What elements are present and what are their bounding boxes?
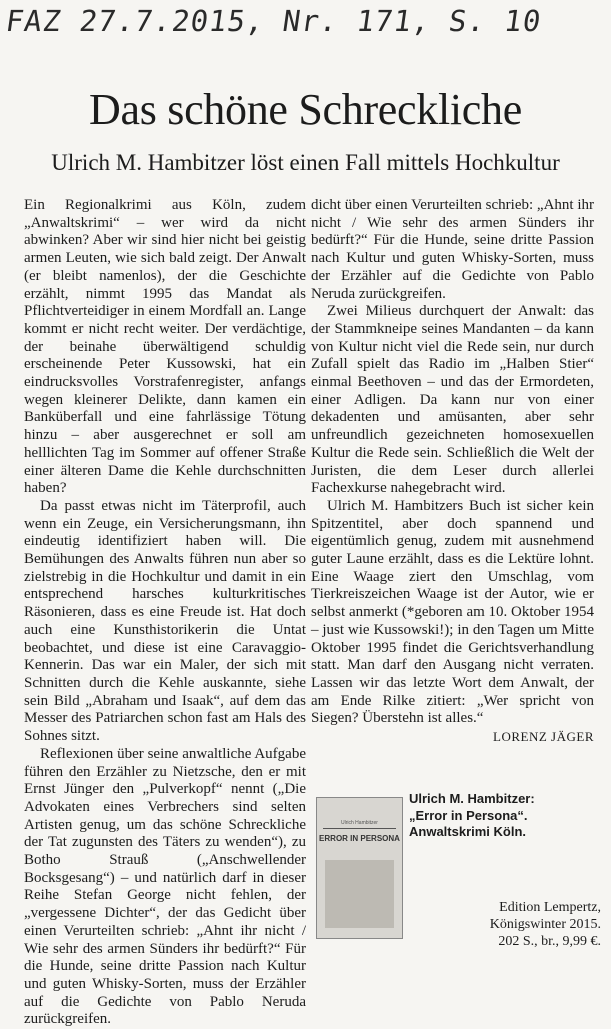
publication-info — [421, 899, 601, 950]
book-author: Ulrich M. Hambitzer: — [409, 791, 535, 806]
book-info-box — [311, 787, 601, 952]
paragraph-3-continued: dicht über einen Verurteilten schrieb: „Ahnt ihr nicht / Wie sehr des armen Sünders ihr bedürft?“ Für die Hunde, seine dritte Passion nach Kultur und guten Whisky-Sorten, muss der Erzähler auf die Gedichte von Pablo Neruda zurückgreifen. — [311, 197, 594, 302]
publisher: Edition Lempertz, — [499, 900, 601, 915]
article-author: LORENZ JÄGER — [493, 729, 594, 745]
paragraph-4: Zwei Milieus durchquert der Anwalt: das der Stammkneipe seines Mandanten – da kann von Kultur nicht viel die Rede sein, nur durch Zufall spielt das Radio im „Halben Stier“ einmal Beethoven – und das der Ermordeten, einer Adligen. Da kann nur von einer dekadenten und amüsanten, aber sehr unfreundlich gezeichneten homosexuellen Kultur die Rede sein. Schließlich die Welt der Juristen, die dem Leser durch allerlei Fachexkurse nahegebracht wird. — [311, 303, 594, 497]
article-subtitle: Ulrich M. Hambitzer löst einen Fall mittels Hochkultur — [51, 150, 560, 175]
cover-title: ERROR IN PERSONA — [319, 834, 400, 843]
paragraph-3: Reflexionen über seine anwaltliche Aufgabe führen den Erzähler zu Nietzsche, den er mit Ernst Jünger den „Pulverkopf“ nennt („Die Advokaten eines Verbrechers sind selten Artisten genug, um das schöne Schreckliche der Tat zugunsten des Täters zu wenden“), zu Botho Strauß („Anschwellender Bocksgesang“) – und natürlich darf in dieser Reihe Stefan George nicht fehlen, der „vergessene Dichter“, der das Gedicht über einen Verurteilten schrieb: „Ahnt ihr nicht / Wie sehr des armen Sünders ihr bedürft?“ Für die Hunde, seine dritte Passion nach Kultur und guten Whisky-Sorten, muss der Erzähler auf die Gedichte von Pablo Neruda zurückgreifen. — [24, 745, 306, 1028]
paragraph-5 — [311, 497, 594, 745]
article-title: Das schöne Schreckliche — [89, 85, 522, 134]
cover-illustration — [325, 860, 394, 928]
paragraph-1: Ein Regionalkrimi aus Köln, zudem „Anwaltskrimi“ – wer wird da nicht abwinken? Aber wir sind hier nicht bei geistig armen Leuten, wie sich bald zeigt. Der Anwalt (er bleibt namenlos), der die Geschichte erzählt, nimmt 1995 das Mandat als Pflichtverteidiger in einem Mordfall an. Lange kommt er nicht recht weiter. Der verdächtige, der beinahe überwältigend schuldig erscheinende Peter Kussowski, hat ein eindrucksvolles Vorstrafenregister, anfangs wegen kleinerer Delikte, dann kamen ein Banküberfall und eine fahrlässige Tötung hinzu – aber ausgerechnet er soll am helllichten Tag im Sommer auf offener Straße einer älteren Dame die Kehle durchschnitten haben? — [24, 197, 306, 497]
paragraph-2: Da passt etwas nicht im Täterprofil, auch wenn ein Zeuge, ein Versicherungsmann, ihn eindeutig identifiziert haben will. Die Bemühungen des Anwalts führen nun aber so zielstrebig in die Hochkultur und damit in ein entsprechend harsches kulturkritisches Räsonieren, dass es eine Freude ist. Hat doch auch eine Kunsthistorikerin die Untat beobachtet, und diese ist eine Caravaggio-Kennerin. Das war ein Maler, der sich mit Schnitten durch die Kehle auskannte, siehe sein Bild „Abraham und Isaak“, auf dem das Messer des Patriarchen schon fast am Hals des Sohnes sitzt. — [24, 497, 306, 745]
book-cover-image — [316, 797, 403, 939]
article-column-left — [24, 197, 306, 1028]
cover-rule — [323, 828, 396, 829]
book-details — [409, 791, 599, 841]
book-title: „Error in Persona“. — [409, 807, 528, 823]
article-column-right — [311, 197, 594, 746]
book-genre: Anwaltskrimi Köln. — [409, 824, 527, 839]
handwritten-source-note: FAZ 27.7.2015, Nr. 171, S. 10 — [3, 4, 544, 38]
paragraph-5-text: Ulrich M. Hambitzers Buch ist sicher kein Spitzentitel, aber doch spannend und eigentümlich genug, zudem mit ausnehmend guter Laune erzählt, dass es die Lektüre lohnt. Eine Waage ziert den Umschlag, vom Tierkreiszeichen Waage ist der Autor, wie er selbst anmerkt (*geboren am 10. Oktober 1954 – just wie Kussowski!); in den Tagen um Mitte Oktober 1995 findet die Gerichtsverhandlung statt. Man darf den Ausgang nicht verraten. Lassen wir das letzte Wort dem Anwalt, der am Ende Rilke zitiert: „Wer spricht von Siegen? Überstehn ist alles.“ — [311, 497, 594, 727]
book-price: 202 S., br., 9,99 €. — [498, 934, 601, 949]
cover-author: Ulrich Hambitzer — [341, 820, 378, 826]
place-year: Königswinter 2015. — [489, 917, 601, 932]
